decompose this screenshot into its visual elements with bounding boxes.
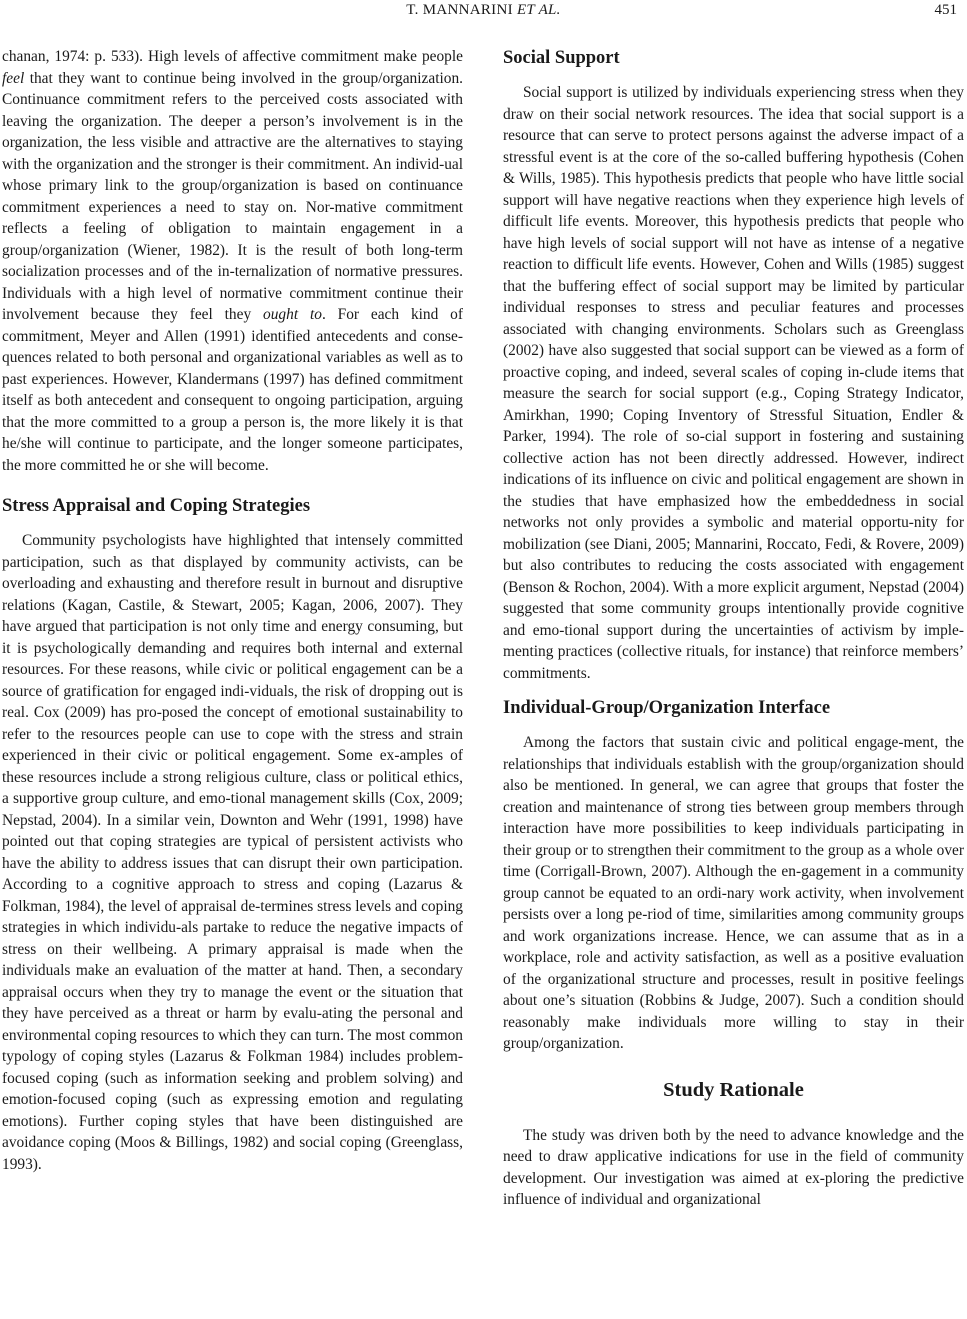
social-support-paragraph: Social support is utilized by individuals experiencing stress when they draw on their social network resources. The idea that social support is a resource that can serve to protect persons against the adverse impact of a stressful event is at the core of the so-called buffering hypothesis (Cohen & Wills, 1985). This hypothesis predicts that people who have little social support will have negative reactions when they experience high levels of difficult life events. Moreover, this hypothesis predicts that people who have high levels of social support will not have as intense of a negative reaction to difficult life events. However, Cohen and Wills (1985) suggest that the buffering effect of social support may be limited by particular individual responses to stress and peculiar features and processes associated with changing environments. Scholars such as Greenglass (2002) have also suggested that social support can be viewed as a form of proactive coping, and indeed, several scales of coping in-clude items that measure the search for social support (e.g., Coping Strategy Indicator, Amirkhan, 1990; Coping Inventory of Stressful Situation, Endler & Parker, 1994). The role of so-cial support in fostering and sustaining collective action has not been directly addressed. However, indirect indications of its influence on civic and political engagement are shown in the studies that have emphasized how the embeddedness in social networks not only provides a symbolic and material opportu-nity for mobilization (see Diani, 2005; Mannarini, Roccato, Fedi, & Rovere, 2009) but also contributes to reducing the costs associated with engagement (Benson & Rochon, 2004). With a more explicit argument, Nepstad (2004) suggested that some community groups intentionally provide cognitive and emo-tional support during the uncertainties of activism by imple-menting practices (collective rituals, for instance) that reinforce members’ commitments. xyxy=(503,84,964,682)
stress-paragraph: Community psychologists have highlighted that intensely committed participation, such as that displayed by community activists, can be overloading and exhausting and therefore result in burnout and disruptive relations (Kagan, Castile, & Stewart, 2005; Kagan, 2006, 2007). They have argued that participation is not only time and energy consuming, but it is psychologically demanding and requires both internal and external resources. For these reasons, while civic or political engagement can be a source of gratification for engaged indi-viduals, the risk of dropping out is real. Cox (2009) has pro-posed the concept of emotional sustainability to refer to the resources people can use to cope with the stress and strain experienced in their civic or political engagement. Some ex-amples of these resources include a strong religious culture, class or political ethics, a supportive group culture, and emo-tional management skills (Cox, 2009; Nepstad, 2004). In a similar vein, Downton and Wehr (1991, 1998) have pointed out that coping strategies are typical of persistent activists who have the ability to address issues that can disrupt their own participation. According to a cognitive approach to stress and coping (Lazarus & Folkman, 1984), the level of appraisal de-termines stress levels and coping strategies in which individu-als partake to reduce the negative impacts of stress on their wellbeing. A primary appraisal is made when the individuals make an evaluation of the matter at hand. Then, a secondary appraisal occurs when they try to manage the event or the situation that they have perceived as a threat or harm by evalu-ating the personal and environmental coping resources to which they can turn. The most common typology of coping styles (Lazarus & Folkman 1984) includes problem-focused coping (such as information seeking and problem solving) and emotion-focused coping (such as expressing emotion and regulating emotions). Further coping styles that have been distinguished are avoidance coping (Moos & Billings, 1982) and social coping (Greenglass, 1993). xyxy=(2,532,463,1173)
emphasis-feel: feel xyxy=(2,69,25,87)
emphasis-ought-to: ought to xyxy=(263,306,322,323)
running-head-author: T. MANNARINI xyxy=(406,2,513,18)
paragraph-text: . For each kind of commitment, Meyer and Allen (1991) identified antecedents and conse-quences related to both personal and organizational variables as well as to past experiences. However, Klandermans (1997) has defined commitment itself as both antecedent and consequent to ongoing participation, arguing that the more committed to a group a person is, the more likely it is that he/she will continue to participate, and the longer someone participates, the more committed he or she will become. xyxy=(2,306,463,474)
commitment-paragraph xyxy=(2,46,463,476)
running-head xyxy=(0,2,967,19)
section-heading-social-support: Social Support xyxy=(503,48,620,68)
section-heading-stress: Stress Appraisal and Coping Strategies xyxy=(2,496,311,516)
running-head-etal: ET AL. xyxy=(516,2,561,18)
right-column xyxy=(503,46,964,1211)
section-heading-study-rationale: Study Rationale xyxy=(663,1078,804,1101)
paragraph-text: chanan, 1974: p. 533). High levels of affective commitment make people xyxy=(2,48,463,65)
interface-paragraph: Among the factors that sustain civic and political engage-ment, the relationships that individuals establish with the group/organization should also be mentioned. In general, we can agree that groups that foster the creation and maintenance of strong ties between group members through interaction have more possibilities to keep individuals participating in their group or to strengthen their commitment to the group as a whole over time (Corrigall-Brown, 2007). Although the en-gagement in a community group cannot be equated to an ordi-nary work activity, when involvement persists over a long pe-riod of time, similarities among community groups and work organizations increase. Hence, we can assume that as in a workplace, role and activity satisfaction, as well as a positive evaluation of the organizational structure and processes, result in positive feelings about one’s situation (Robbins & Judge, 2007). Such a condition should reasonably make individuals more willing to stay in their group/organization. xyxy=(503,734,964,1052)
section-heading-interface: Individual-Group/Organization Interface xyxy=(503,698,831,718)
page-number: 451 xyxy=(934,2,957,18)
paragraph-text: that they want to continue being involved in the group/organization. Continuance commitment refers to the perceived costs associated with leaving the organization. The deeper a person’s involvement is in the organization, the less visible and attractive are the alternatives to staying with the organization and the stronger is their commitment. An individ-ual whose primary link to the group/organization is based on continuance commitment experiences a need to stay on. Nor-mative commitment reflects a feeling of obligation to maintain engagement in a group/organization (Wiener, 1982). It is the result of both long-term socialization processes and of the in-ternalization of normative pressures. Individuals with a high level of normative commitment continue their involvement because they feel they xyxy=(2,69,463,323)
left-column xyxy=(2,46,463,1175)
rationale-paragraph: The study was driven both by the need to advance knowledge and the need to draw applicative indications for use in the field of community development. Our investigation was aimed at ex-ploring the predictive influence of individual and organizational xyxy=(503,1126,964,1208)
page-header xyxy=(0,0,967,22)
